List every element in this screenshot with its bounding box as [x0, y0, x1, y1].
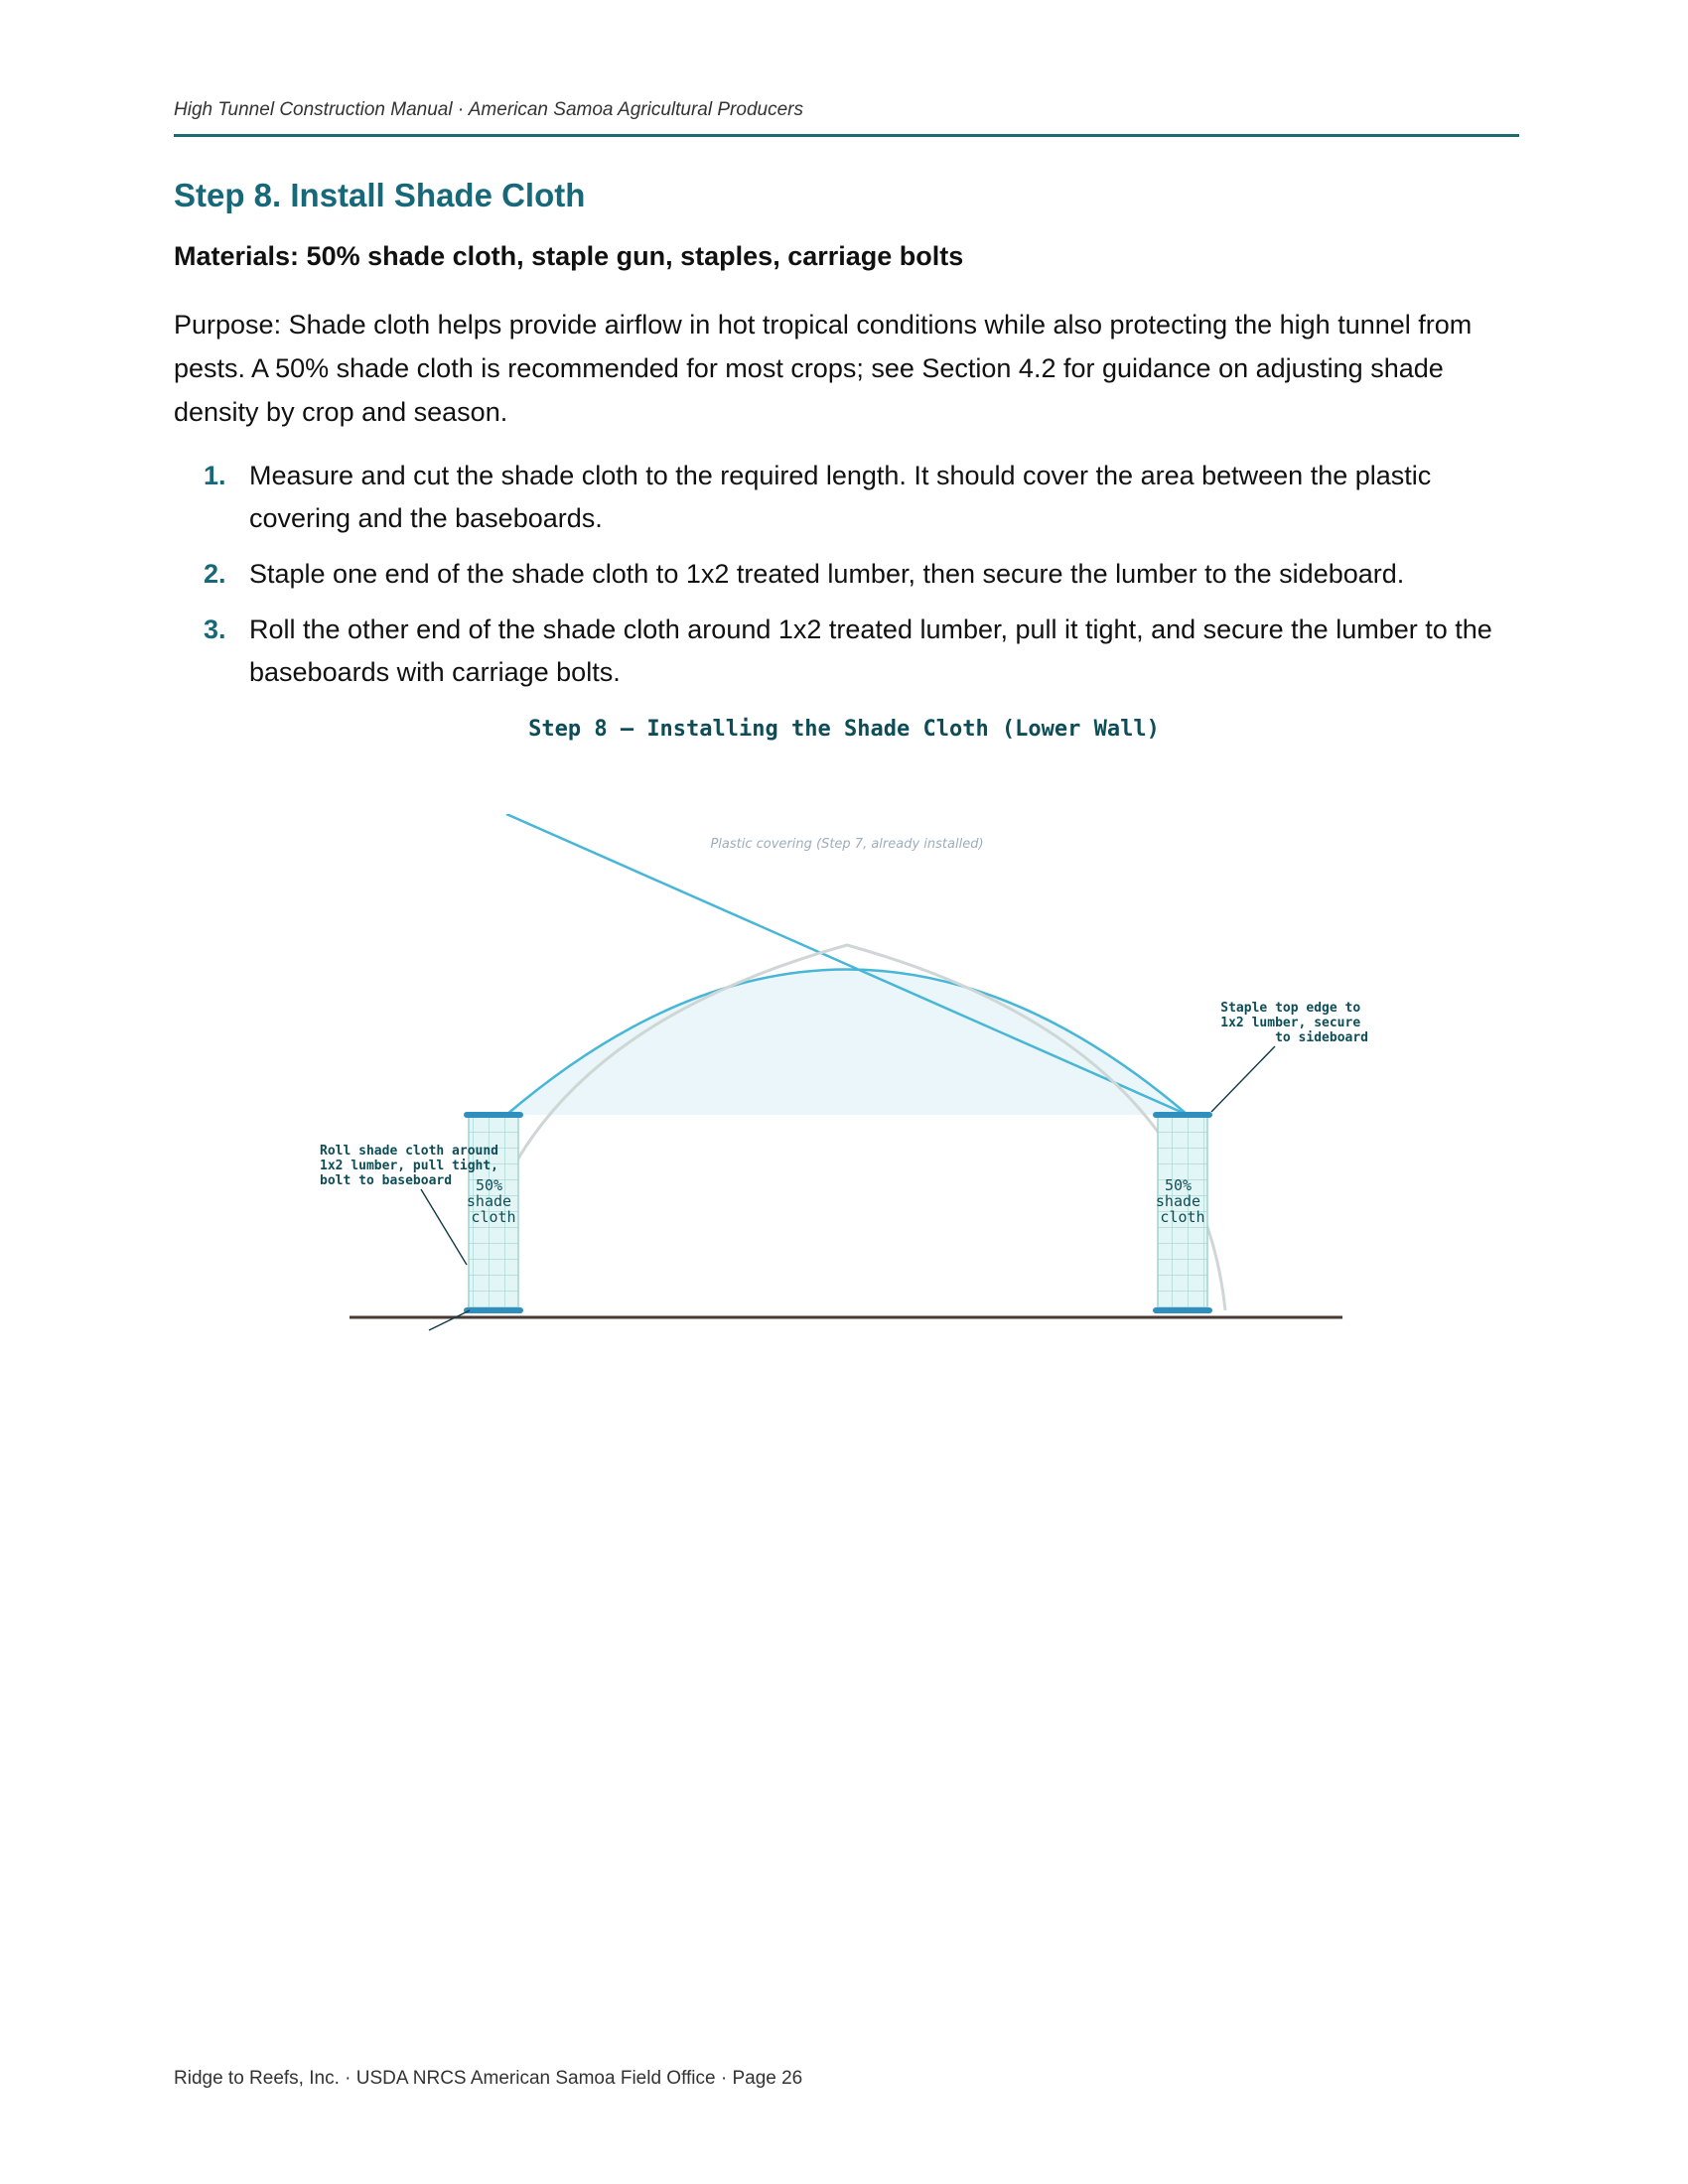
left-callout-line: Roll shade cloth around [320, 1144, 499, 1159]
page-footer: Ridge to Reefs, Inc. · USDA NRCS American Samoa Field Office · Page 26 [174, 2068, 803, 2089]
plastic-covering-label: Plastic covering (Step 7, already installed) [710, 837, 984, 852]
diagram-svg [298, 814, 1390, 1350]
left-callout-line: bolt to baseboard [320, 1173, 453, 1188]
cloth-label-line: 50% [1164, 1176, 1193, 1194]
steps-list [174, 455, 1524, 707]
step-number: 2. [204, 559, 226, 589]
list-item [174, 553, 1524, 596]
cloth-label-line: shade [1155, 1192, 1201, 1210]
step-text: Measure and cut the shade cloth to the required length. It should cover the area between the plastic covering and the baseboards. [249, 461, 1432, 533]
materials-line: Materials: 50% shade cloth, staple gun, staples, carriage bolts [174, 241, 964, 271]
purpose-paragraph: Purpose: Shade cloth helps provide airflow in hot tropical conditions while also protecting the high tunnel from pests. A 50% shade cloth is recommended for most crops; see Section 4.2 for guidance on adjusting shade density by crop and season. [174, 310, 1473, 427]
right-callout-leader [1211, 1046, 1275, 1112]
step-text: Staple one end of the shade cloth to 1x2 treated lumber, then secure the lumber to the sideboard. [249, 559, 1405, 589]
left-callout-line: 1x2 lumber, pull tight, [320, 1159, 499, 1173]
list-item [174, 455, 1524, 540]
right-callout-line: Staple top edge to [1220, 1001, 1361, 1016]
right-callout [1220, 1001, 1368, 1045]
cloth-label-line: cloth [471, 1208, 516, 1226]
cloth-label-line: shade [466, 1192, 512, 1210]
cloth-label-line: cloth [1160, 1208, 1205, 1226]
list-item [174, 609, 1524, 694]
page-title: Step 8. Install Shade Cloth [174, 177, 586, 213]
cloth-label-line: 50% [475, 1176, 503, 1194]
step-number: 3. [204, 614, 226, 644]
figure-caption: Step 8 — Installing the Shade Cloth (Lower Wall) [528, 717, 1160, 742]
running-header: High Tunnel Construction Manual · American Samoa Agricultural Producers [174, 99, 803, 120]
right-callout-line: to sideboard [1275, 1030, 1368, 1045]
left-baseboard-leader [429, 1310, 470, 1330]
right-callout-line: 1x2 lumber, secure [1220, 1016, 1361, 1030]
shade-cloth-diagram [298, 814, 1390, 1350]
step-number: 1. [204, 461, 226, 490]
left-callout-leader [421, 1189, 467, 1265]
step-text: Roll the other end of the shade cloth around 1x2 treated lumber, pull it tight, and secure the lumber to the baseboards with carriage bolts. [249, 614, 1492, 687]
header-rule [174, 134, 1519, 137]
